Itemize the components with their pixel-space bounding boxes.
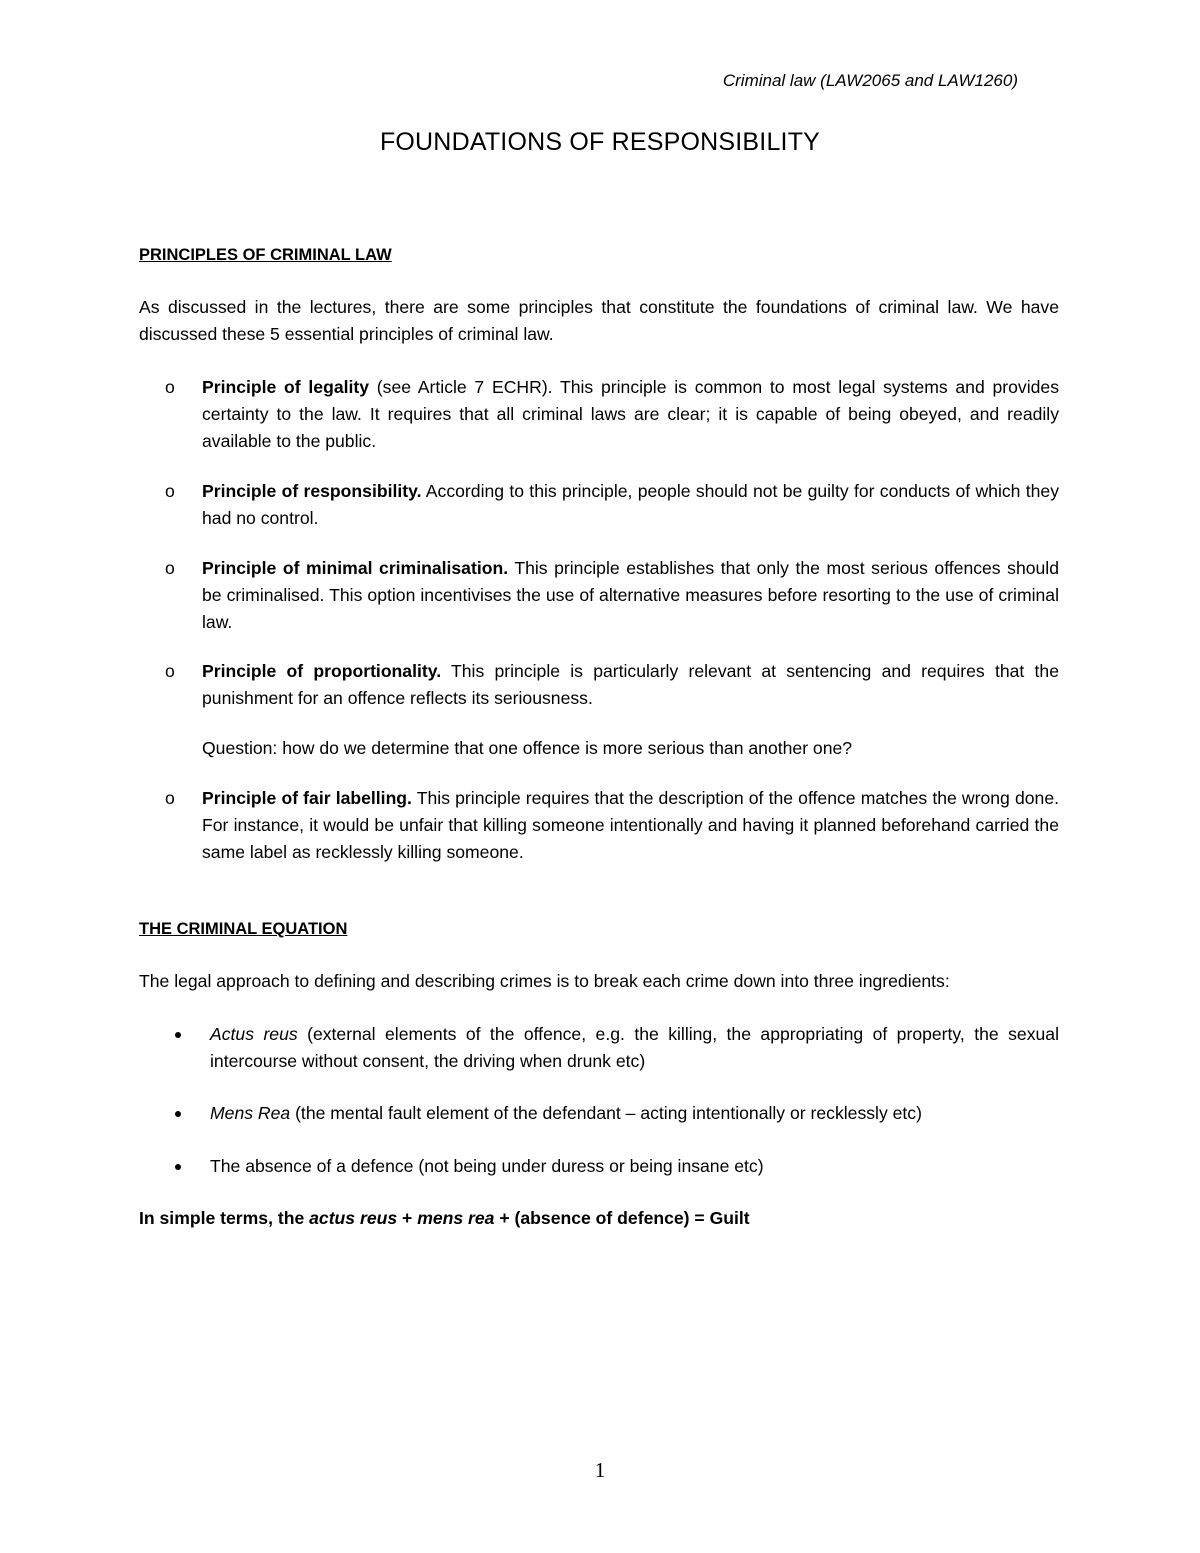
running-header: Criminal law (LAW2065 and LAW1260) xyxy=(722,71,1018,90)
principle-name: Principle of fair labelling. xyxy=(202,788,412,808)
ingredient-text: The absence of a defence (not being under duress or being insane etc) xyxy=(210,1156,764,1176)
ingredient-term: Mens Rea xyxy=(210,1103,291,1123)
principle-text: (see Article 7 ECHR). This principle is common to most legal systems and provides certainty to the law. It requires that all criminal laws are clear; it is capable of being obeyed, and readily available to the public. xyxy=(202,377,1059,451)
list-marker: o xyxy=(165,558,175,578)
list-marker: o xyxy=(165,661,175,681)
principle-name: Principle of legality xyxy=(202,377,370,397)
section-heading-principles: PRINCIPLES OF CRIMINAL LAW xyxy=(139,246,392,264)
principle-name: Principle of proportionality. xyxy=(202,661,442,681)
principle-text: This principle is particularly relevant at sentencing and requires that the punishment for an offence reflects its seriousness. xyxy=(202,661,1059,708)
ingredient-text: (external elements of the offence, e.g. the killing, the appropriating of property, the sexual intercourse without consent, the driving when drunk etc) xyxy=(210,1024,1059,1071)
principle-text: This principle establishes that only the most serious offences should be criminalised. This option incentivises the use of alternative measures before resorting to the use of criminal law. xyxy=(202,558,1059,632)
list-marker: o xyxy=(165,377,175,397)
ingredient-text: (the mental fault element of the defendant – acting intentionally or recklessly etc) xyxy=(290,1103,922,1123)
criminal-equation-summary: In simple terms, the actus reus + mens rea + (absence of defence) = Guilt xyxy=(139,1208,750,1228)
page-number: 1 xyxy=(594,1458,606,1482)
list-marker: o xyxy=(165,788,175,808)
section-heading-criminal-equation: THE CRIMINAL EQUATION xyxy=(139,920,348,938)
page-title: FOUNDATIONS OF RESPONSIBILITY xyxy=(379,128,821,156)
proportionality-question: Question: how do we determine that one offence is more serious than another one? xyxy=(202,738,853,758)
ingredient-term: Actus reus xyxy=(210,1024,298,1044)
list-marker: o xyxy=(165,481,175,501)
principle-name: Principle of responsibility. xyxy=(202,481,422,501)
principle-name: Principle of minimal criminalisation. xyxy=(202,558,509,578)
principle-text: This principle requires that the description of the offence matches the wrong done. For instance, it would be unfair that killing someone intentionally and having it planned beforehand carried the same label as recklessly killing someone. xyxy=(202,788,1059,862)
principles-intro: As discussed in the lectures, there are some principles that constitute the foundations of criminal law. We have discussed these 5 essential principles of criminal law. xyxy=(139,297,1059,344)
equation-intro: The legal approach to defining and describing crimes is to break each crime down into three ingredients: xyxy=(139,971,950,991)
principle-text: According to this principle, people should not be guilty for conducts of which they had no control. xyxy=(202,481,1059,528)
